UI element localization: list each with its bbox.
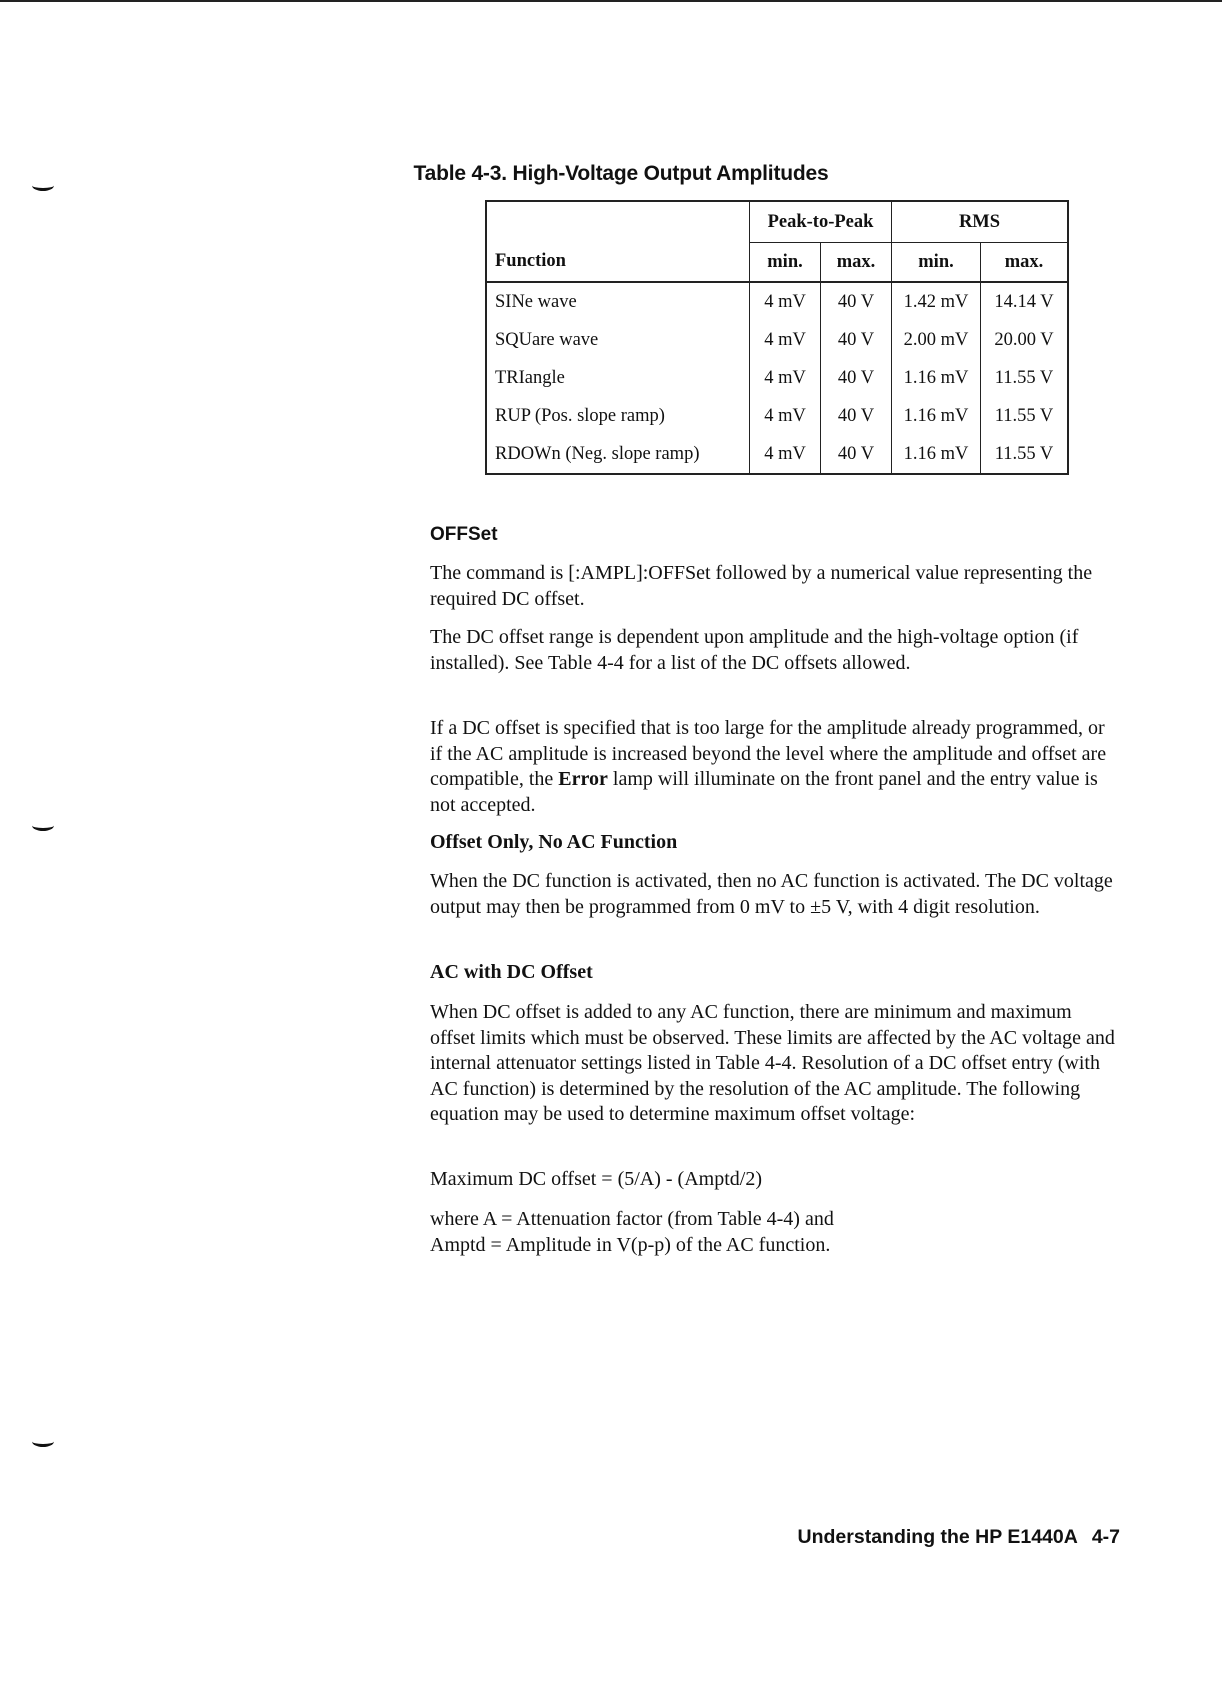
cell-pp-max: 40 V (821, 359, 892, 397)
page-footer (700, 1526, 1120, 1549)
cell-rms-max: 11.55 V (981, 359, 1069, 397)
cell-function: RDOWn (Neg. slope ramp) (486, 435, 750, 474)
cell-pp-max: 40 V (821, 435, 892, 474)
binder-mark-middle (32, 820, 54, 831)
cell-pp-max: 40 V (821, 321, 892, 359)
offset-only-heading-block (430, 830, 1120, 856)
max-offset-equation: Maximum DC offset = (5/A) - (Amptd/2) (430, 1168, 762, 1190)
ac-with-dc-paragraph-block (430, 1000, 1120, 1128)
page-number: 4-7 (1091, 1526, 1120, 1548)
cell-pp-max: 40 V (821, 282, 892, 321)
where-line-1: where A = Attenuation factor (from Table 4-4) and (430, 1208, 834, 1230)
cell-pp-max: 40 V (821, 397, 892, 435)
table-title: Table 4-3. High-Voltage Output Amplitudes (413, 162, 829, 185)
top-rule (0, 0, 1222, 2)
header-rms-min: min. (892, 243, 981, 283)
footer-title: Understanding the HP E1440A (797, 1526, 1078, 1548)
offset-only-paragraph-block (430, 869, 1120, 920)
offset-paragraph-3-text-b: lamp will illuminate on the front panel and the entry value is not accepted. (430, 768, 1098, 816)
table-row (486, 321, 1068, 359)
where-block (430, 1207, 1120, 1258)
cell-function: SQUare wave (486, 321, 750, 359)
offset-heading: OFFSet (430, 524, 498, 545)
offset-paragraph-1-block (430, 561, 1120, 612)
table-column-header-row (486, 243, 1068, 283)
header-rms: RMS (892, 201, 1069, 243)
header-peak-to-peak: Peak-to-Peak (750, 201, 892, 243)
equation-block (430, 1167, 1120, 1193)
ac-with-dc-paragraph: When DC offset is added to any AC function, there are minimum and maximum offset limits which must be observed. These limits are affected by the AC voltage and internal attenuator settings listed in Table 4-4. Resolution of a DC offset entry (with AC function) is determined by the resolution of the AC amplitude. The following equation may be used to determine maximum offset voltage: (430, 1001, 1115, 1125)
cell-rms-min: 1.42 mV (892, 282, 981, 321)
header-rms-max: max. (981, 243, 1069, 283)
table-row (486, 359, 1068, 397)
offset-section (430, 522, 1120, 548)
binder-mark-bottom (32, 1436, 54, 1447)
header-pp-min: min. (750, 243, 821, 283)
table-row (486, 282, 1068, 321)
offset-only-paragraph: When the DC function is activated, then no AC function is activated. The DC voltage output may then be programmed from 0 mV to ±5 V, with 4 digit resolution. (430, 870, 1113, 918)
cell-rms-max: 11.55 V (981, 435, 1069, 474)
table-row (486, 435, 1068, 474)
cell-pp-min: 4 mV (750, 282, 821, 321)
cell-rms-max: 20.00 V (981, 321, 1069, 359)
offset-only-heading: Offset Only, No AC Function (430, 831, 678, 853)
cell-pp-min: 4 mV (750, 397, 821, 435)
cell-rms-max: 14.14 V (981, 282, 1069, 321)
cell-rms-min: 2.00 mV (892, 321, 981, 359)
cell-pp-min: 4 mV (750, 435, 821, 474)
ac-with-dc-heading: AC with DC Offset (430, 961, 593, 983)
table-row (486, 397, 1068, 435)
offset-paragraph-3-block (430, 716, 1120, 818)
cell-function: SINe wave (486, 282, 750, 321)
cell-function: RUP (Pos. slope ramp) (486, 397, 750, 435)
cell-pp-min: 4 mV (750, 359, 821, 397)
table-group-header-row (486, 201, 1068, 243)
table-header-blank (486, 201, 750, 243)
offset-paragraph-1: The command is [:AMPL]:OFFSet followed by a numerical value representing the required DC offset. (430, 562, 1093, 610)
offset-paragraph-3-text-a: If a DC offset is specified that is too large for the amplitude already programmed, or if the AC amplitude is increased beyond the level where the amplitude and offset are compatible, the (430, 717, 1107, 790)
error-lamp-label: Error (558, 768, 608, 790)
cell-rms-min: 1.16 mV (892, 435, 981, 474)
offset-paragraph-2: The DC offset range is dependent upon amplitude and the high-voltage option (if installed). See Table 4-4 for a list of the DC offsets allowed. (430, 626, 1079, 674)
amplitudes-table (485, 200, 1069, 475)
cell-function: TRIangle (486, 359, 750, 397)
offset-paragraph-2-block (430, 625, 1120, 676)
where-line-2: Amptd = Amplitude in V(p-p) of the AC function. (430, 1233, 831, 1256)
offset-paragraph-3 (430, 716, 1120, 818)
cell-rms-min: 1.16 mV (892, 397, 981, 435)
cell-rms-max: 11.55 V (981, 397, 1069, 435)
cell-pp-min: 4 mV (750, 321, 821, 359)
ac-with-dc-heading-block (430, 960, 1120, 986)
header-function: Function (486, 243, 750, 283)
cell-rms-min: 1.16 mV (892, 359, 981, 397)
header-pp-max: max. (821, 243, 892, 283)
